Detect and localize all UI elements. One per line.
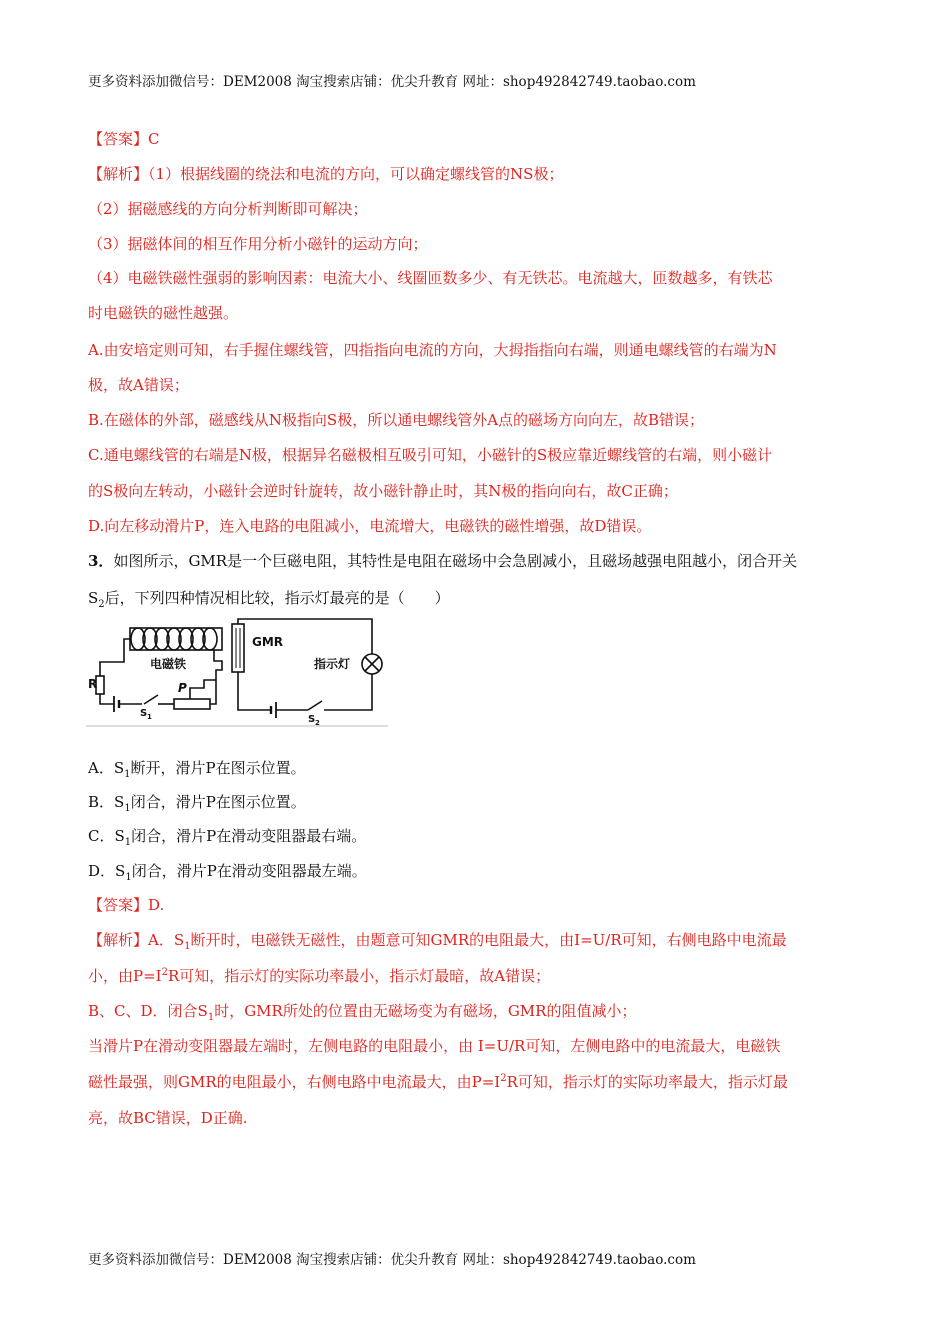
analysis-text: （1）根据线圈的绕法和电流的方向，可以确定螺线管的NS极； bbox=[148, 165, 564, 183]
q3-analysis-line-3 bbox=[88, 1001, 864, 1021]
r-label: R bbox=[88, 677, 98, 691]
question-stem: 如图所示，GMR是一个巨磁电阻，其特性是电阻在磁场中会急剧减小，且磁场越强电阻越小，闭合开关 bbox=[113, 552, 798, 570]
q2-analysis-line-1 bbox=[88, 164, 864, 184]
answer-value: D. bbox=[148, 896, 165, 914]
page-header: 更多资料添加微信号：DEM2008 淘宝搜索店铺：优尖升教育 网址：shop492842749.taobao.com bbox=[88, 74, 696, 90]
analysis-text: 小，由P=I bbox=[88, 967, 162, 985]
s2-subscript: 2 bbox=[98, 599, 105, 608]
analysis-text: 时，GMR所处的位置由无磁场变为有磁场，GMR的阻值减小； bbox=[214, 1002, 637, 1020]
q3-analysis-line-1 bbox=[88, 930, 864, 950]
slider-p bbox=[190, 680, 216, 699]
option-sub: 1 bbox=[125, 872, 132, 881]
gmr-resistor bbox=[232, 624, 244, 672]
q3-analysis-line-5 bbox=[88, 1072, 864, 1092]
option-letter: A．S bbox=[88, 759, 125, 777]
analysis-text: 断开时，电磁铁无磁性，由题意可知GMR的电阻最大，由I=U/R可知，右侧电路中电流最 bbox=[190, 931, 787, 949]
subscript: 1 bbox=[207, 1012, 215, 1021]
rheostat bbox=[174, 699, 210, 709]
option-text: 闭合，滑片P在图示位置。 bbox=[130, 793, 306, 811]
s1-fig-label: S bbox=[140, 708, 148, 719]
analysis-text: R可知，指示灯的实际功率最小，指示灯最暗，故A错误； bbox=[167, 967, 551, 985]
option-sub: 1 bbox=[124, 769, 131, 778]
analysis-text: 磁性最强，则GMR的电阻最小，右侧电路中电流最大，由P=I bbox=[88, 1073, 501, 1091]
superscript: 2 bbox=[161, 967, 168, 978]
stem-rest: 后，下列四种情况相比较，指示灯最亮的是（ ） bbox=[104, 589, 450, 607]
option-d bbox=[88, 861, 864, 881]
question-number: 3． bbox=[88, 552, 114, 570]
option-a bbox=[88, 758, 864, 778]
switch-s1 bbox=[144, 695, 158, 704]
option-sub: 1 bbox=[124, 803, 131, 812]
s1-fig-sub: 1 bbox=[147, 713, 152, 721]
q2-analysis-line-7: 极，故A错误； bbox=[88, 376, 189, 394]
answer-value: C bbox=[148, 130, 160, 148]
q2-analysis-line-3: （3）据磁体间的相互作用分析小磁针的运动方向； bbox=[88, 235, 428, 253]
q2-analysis-line-2: （2）据磁感线的方向分析判断即可解决； bbox=[88, 200, 368, 218]
analysis-text: B、C、D．闭合S bbox=[88, 1002, 208, 1020]
s2-fig-sub: 2 bbox=[315, 719, 320, 727]
option-letter: B．S bbox=[88, 793, 125, 811]
p-label: P bbox=[178, 681, 187, 695]
q2-analysis-line-8: B.在磁体的外部，磁感线从N极指向S极，所以通电螺线管外A点的磁场方向向左，故B错误； bbox=[88, 411, 705, 429]
s2-label: S bbox=[88, 589, 99, 607]
option-c bbox=[88, 826, 864, 846]
q2-answer-line bbox=[88, 129, 864, 149]
analysis-text: R可知，指示灯的实际功率最大，指示灯最 bbox=[506, 1073, 788, 1091]
q2-analysis-line-10: 的S极向左转动，小磁针会逆时针旋转，故小磁针静止时，其N极的指向向右，故C正确； bbox=[88, 482, 678, 500]
option-text: 断开，滑片P在图示位置。 bbox=[130, 759, 306, 777]
electromagnet-label: 电磁铁 bbox=[150, 657, 187, 671]
q2-analysis-line-9: C.通电螺线管的右端是N极，根据异名磁极相互吸引可知，小磁针的S极应靠近螺线管的右端，则小磁计 bbox=[88, 446, 773, 464]
q2-analysis-line-11: D.向左移动滑片P，连入电路的电阻减小，电流增大，电磁铁的磁性增强，故D错误。 bbox=[88, 517, 652, 535]
option-b bbox=[88, 792, 864, 812]
superscript: 2 bbox=[500, 1073, 507, 1084]
answer-tag: 【答案】 bbox=[88, 896, 149, 914]
gmr-label: GMR bbox=[252, 635, 284, 649]
analysis-tag: 【解析】 bbox=[88, 165, 149, 183]
q3-analysis-line-2 bbox=[88, 966, 864, 986]
option-letter: C．S bbox=[88, 827, 125, 845]
q3-analysis-line-4: 当滑片P在滑动变阻器最左端时，左侧电路的电阻最小，由 I=U/R可知，左侧电路中的电流最大，电磁铁 bbox=[88, 1037, 781, 1055]
subscript: 1 bbox=[184, 941, 191, 950]
q2-analysis-line-6: A.由安培定则可知，右手握住螺线管，四指指向电流的方向，大拇指指向右端，则通电螺线管的右端为N bbox=[88, 341, 777, 359]
circuit-figure bbox=[86, 616, 388, 728]
option-sub: 1 bbox=[124, 837, 132, 846]
q3-stem-line-1 bbox=[88, 551, 864, 571]
q3-stem-line-2 bbox=[88, 588, 864, 608]
lamp-label: 指示灯 bbox=[314, 657, 351, 671]
s2-fig-label: S bbox=[308, 714, 316, 725]
analysis-text: A．S bbox=[148, 931, 185, 949]
answer-tag: 【答案】 bbox=[88, 130, 149, 148]
q3-answer-line bbox=[88, 895, 864, 915]
q3-analysis-line-6: 亮，故BC错误，D正确. bbox=[88, 1109, 248, 1127]
option-text: 闭合，滑片P在滑动变阻器最左端。 bbox=[131, 862, 367, 880]
option-letter: D．S bbox=[88, 862, 126, 880]
option-text: 闭合，滑片P在滑动变阻器最右端。 bbox=[131, 827, 367, 845]
page-footer: 更多资料添加微信号：DEM2008 淘宝搜索店铺：优尖升教育 网址：shop492842749.taobao.com bbox=[88, 1252, 696, 1268]
q2-analysis-line-4: （4）电磁铁磁性强弱的影响因素：电流大小、线圈匝数多少、有无铁芯。电流越大，匝数越多，有铁芯 bbox=[88, 269, 773, 287]
analysis-tag: 【解析】 bbox=[88, 931, 149, 949]
q2-analysis-line-5: 时电磁铁的磁性越强。 bbox=[88, 304, 239, 322]
switch-s2 bbox=[308, 701, 322, 710]
